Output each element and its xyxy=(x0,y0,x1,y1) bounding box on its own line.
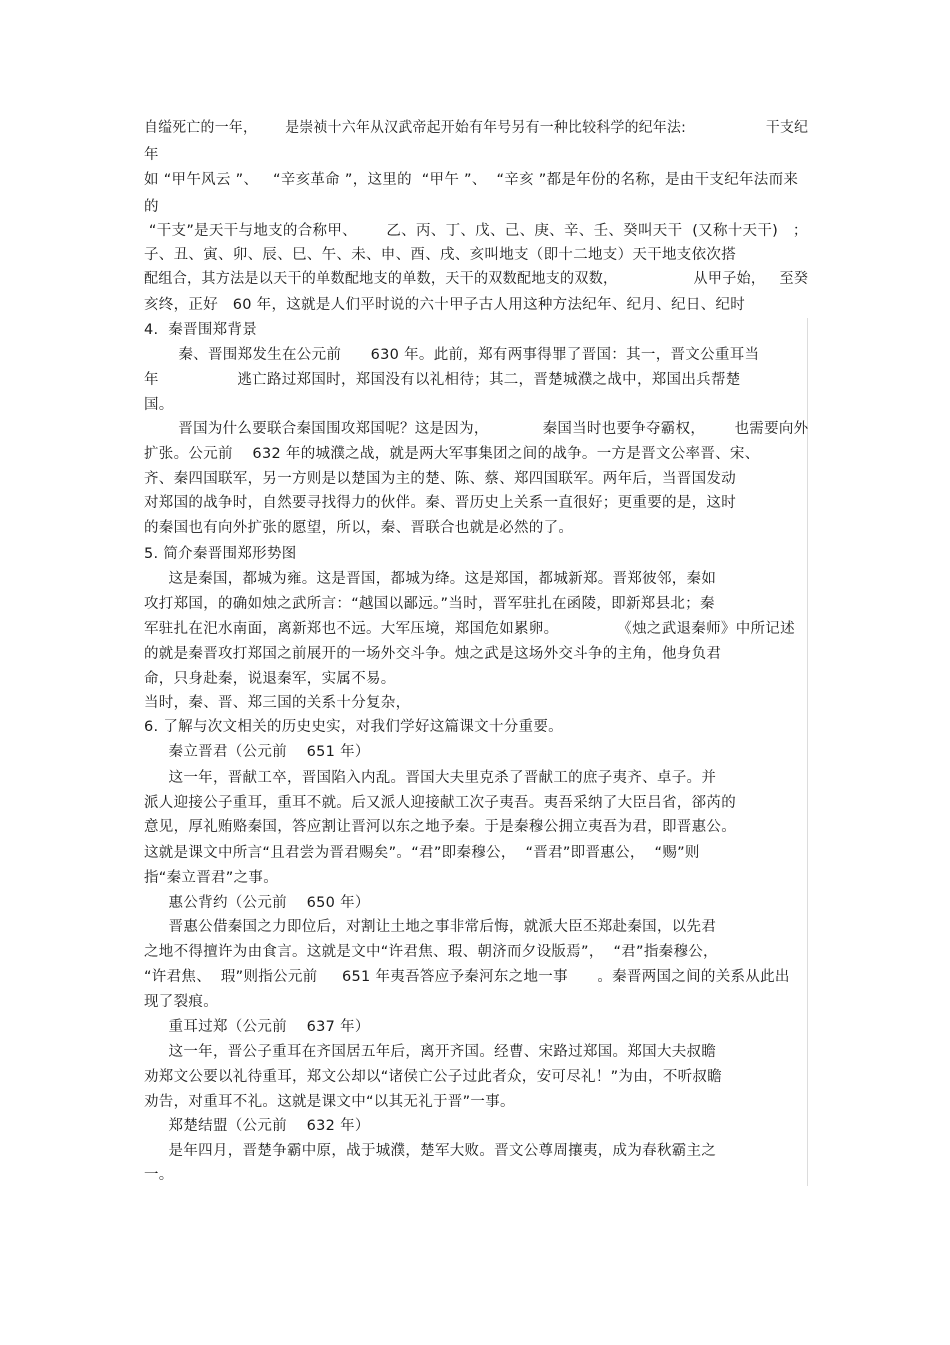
text-line: 的就是秦晋攻打郑国之前展开的一场外交斗争。烛之武是这场外交斗争的主角，他身负君 xyxy=(144,646,722,662)
section-heading: 4. 秦晋围郑背景 xyxy=(144,322,258,338)
text-line: 年 逃亡路过郑国时，郑国没有以礼相待；其二，晋楚城濮之战中，郑国出兵帮楚 xyxy=(144,372,741,388)
section-heading: 6. 了解与次文相关的历史史实，对我们学好这篇课文十分重要。 xyxy=(144,719,563,735)
text-line: 意见，厚礼贿赂秦国，答应割让晋河以东之地予秦。于是秦穆公拥立夷吾为君，即晋惠公。 xyxy=(144,819,736,835)
section-heading: 5. 简介秦晋围郑形势图 xyxy=(144,546,297,562)
text-line: 军驻扎在汜水南面，离新郑也不远。大军压境，郑国危如累卵。 《烛之武退秦师》中所记述 xyxy=(144,621,795,637)
text-line: 这一年，晋献工卒，晋国陷入内乱。晋国大夫里克杀了晋献工的庶子夷齐、卓子。并 xyxy=(144,770,717,786)
subheading: 秦立晋君（公元前 651 年） xyxy=(144,744,370,760)
text-line: 对郑国的战争时，自然要寻找得力的伙伴。秦、晋历史上关系一直很好；更重要的是，这时 xyxy=(144,495,736,511)
right-margin-rule xyxy=(807,318,808,1186)
text-line: 扩张。公元前 632 年的城濮之战，就是两大军事集团之间的战争。一方是晋文公率晋、宋、 xyxy=(144,446,760,462)
text-line: 这一年，晋公子重耳在齐国居五年后，离开齐国。经曹、宋路过郑国。郑国大夫叔瞻 xyxy=(144,1044,717,1060)
text-line: 的 xyxy=(144,199,159,215)
text-line: 自缢死亡的一年， 是崇祯十六年从汉武帝起开始有年号另有一种比较科学的纪年法: 干支纪 xyxy=(144,120,809,136)
text-line: 攻打郑国，的确如烛之武所言：“越国以鄙远。”当时，晋军驻扎在函陵，即新郑县北；秦 xyxy=(144,596,715,612)
subheading: 郑楚结盟（公元前 632 年） xyxy=(144,1118,370,1134)
text-line: 秦、晋围郑发生在公元前 630 年。此前，郑有两事得罪了晋国：其一，晋文公重耳当 xyxy=(144,347,760,363)
text-line: 劝郑文公要以礼待重耳，郑文公却以“诸侯亡公子过此者众，安可尽礼！”为由，不听叔瞻 xyxy=(144,1069,723,1085)
text-line: 年 xyxy=(144,147,159,163)
text-line: 晋惠公借秦国之力即位后，对割让土地之事非常后悔，就派大臣丕郑赴秦国，以先君 xyxy=(144,919,717,935)
text-line: 一。 xyxy=(144,1167,174,1183)
text-line: 配组合，其方法是以天干的单数配地支的单数，天干的双数配地支的双数， 从甲子始， 至癸 xyxy=(144,271,809,287)
text-line: 是年四月，晋楚争霸中原，战于城濮，楚军大败。晋文公尊周攘夷，成为春秋霸主之 xyxy=(144,1143,717,1159)
subheading: 惠公背约（公元前 650 年） xyxy=(144,895,370,911)
text-line: 命，只身赴秦，说退秦军，实属不易。 xyxy=(144,671,396,687)
text-line: 现了裂痕。 xyxy=(144,994,218,1010)
text-line: 国。 xyxy=(144,397,174,413)
text-line: 之地不得擅许为由食言。这就是文中“许君焦、瑕、朝济而夕设版焉”， “君”指秦穆公， xyxy=(144,944,718,960)
text-line: 这是秦国，都城为雍。这是晋国，都城为绛。这是郑国，都城新郑。晋郑彼邻，秦如 xyxy=(144,571,717,587)
text-line: 齐、秦四国联军，另一方则是以楚国为主的楚、陈、蔡、郑四国联军。两年后，当晋国发动 xyxy=(144,471,736,487)
text-line: 的秦国也有向外扩张的愿望，所以，秦、晋联合也就是必然的了。 xyxy=(144,520,574,536)
text-line: 劝告，对重耳不礼。这就是课文中“以其无礼于晋”一事。 xyxy=(144,1094,515,1110)
text-line: 这就是课文中所言“且君尝为晋君赐矣”。“君”即秦穆公， “晋君”即晋惠公， “赐”则 xyxy=(144,845,700,861)
text-line: 子、丑、寅、卯、辰、巳、午、未、申、酉、戌、亥叫地支（即十二地支）天干地支依次搭 xyxy=(144,247,736,263)
text-line: 如 “甲午风云 ”、 “辛亥革命 ”，这里的 “甲午 ”、 “辛亥 ”都是年份的名称，是由干支纪年法而来 xyxy=(144,172,799,188)
text-line: 派人迎接公子重耳，重耳不就。后又派人迎接献工次子夷吾。夷吾采纳了大臣吕省，郤芮的 xyxy=(144,795,736,811)
text-line: 当时，秦、晋、郑三国的关系十分复杂， xyxy=(144,695,411,711)
text-line: 亥终，正好 60 年，这就是人们平时说的六十甲子古人用这种方法纪年、纪月、纪日、纪时 xyxy=(144,297,746,313)
subheading: 重耳过郑（公元前 637 年） xyxy=(144,1019,370,1035)
text-line: “许君焦、 瑕”则指公元前 651 年夷吾答应予秦河东之地一事 。秦晋两国之间的关系从此出 xyxy=(144,969,790,985)
text-line: 指“秦立晋君”之事。 xyxy=(144,870,279,886)
text-line: 晋国为什么要联合秦国围攻郑国呢？这是因为， 秦国当时也要争夺霸权， 也需要向外 xyxy=(144,421,809,437)
text-line: “干支”是天干与地支的合称甲、 乙、丙、丁、戊、己、庚、辛、壬、癸叫天干 (又称十天干) ； xyxy=(144,223,808,239)
